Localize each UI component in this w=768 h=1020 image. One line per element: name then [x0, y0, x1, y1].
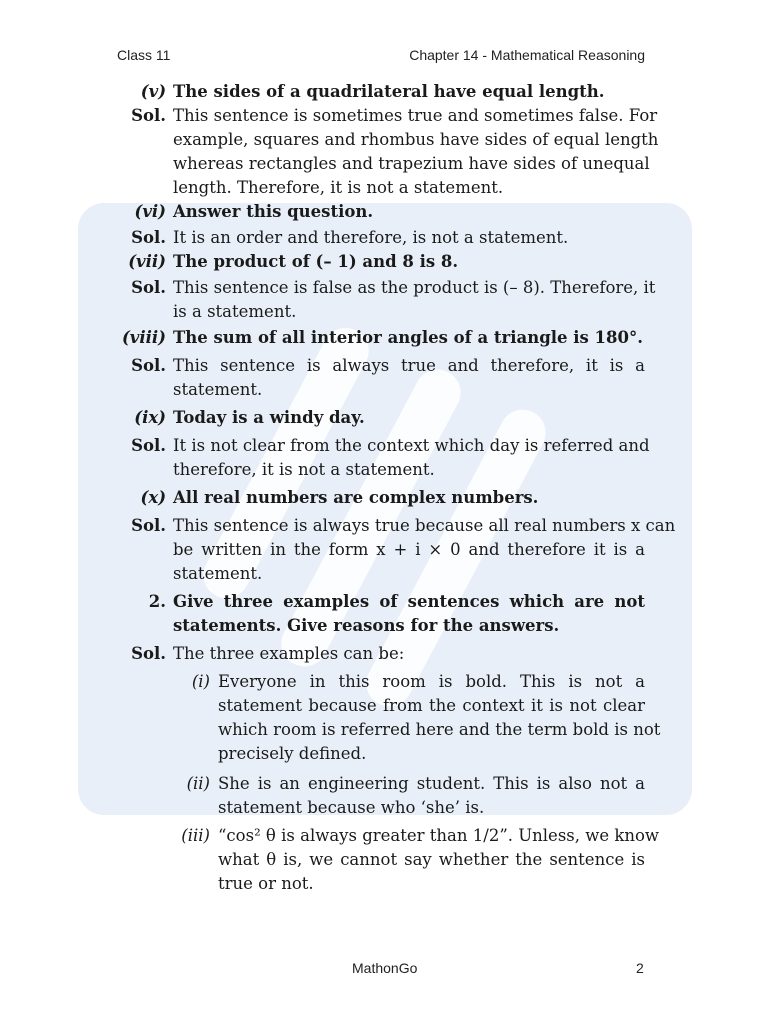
item-label-ix: (ix)	[134, 408, 166, 427]
sol-ix-line: It is not clear from the context which day is referred and	[173, 436, 650, 455]
q2-number: 2.	[148, 592, 166, 611]
footer-brand: MathonGo	[352, 960, 418, 976]
sol-x-line: This sentence is always true because all real numbers x can	[173, 516, 676, 535]
example-ii-line: statement because who ‘she’ is.	[218, 798, 485, 817]
item-label-v: (v)	[140, 82, 166, 101]
example-i-line: statement because from the context it is not clear	[218, 696, 645, 715]
example-label-ii: (ii)	[186, 774, 210, 793]
question-ix: Today is a windy day.	[173, 408, 365, 427]
sol-label: Sol.	[131, 516, 166, 535]
sol-v-line: example, squares and rhombus have sides of equal length	[173, 130, 659, 149]
item-label-vi: (vi)	[134, 202, 166, 221]
item-label-vii: (vii)	[128, 252, 166, 271]
question-vi: Answer this question.	[173, 202, 374, 221]
sol-label: Sol.	[131, 278, 166, 297]
header-class: Class 11	[117, 47, 171, 63]
sol-x-line: statement.	[173, 564, 263, 583]
question-vii: The product of (– 1) and 8 is 8.	[173, 252, 459, 271]
sol-vii-line: is a statement.	[173, 302, 297, 321]
question-x: All real numbers are complex numbers.	[173, 488, 539, 507]
q2-intro: The three examples can be:	[173, 644, 405, 663]
example-i-line: Everyone in this room is bold. This is not a	[218, 672, 645, 691]
q2-question-line: Give three examples of sentences which are not	[173, 592, 645, 611]
example-i-line: which room is referred here and the term bold is not	[218, 720, 661, 739]
sol-label: Sol.	[131, 356, 166, 375]
question-v: The sides of a quadrilateral have equal length.	[173, 82, 605, 101]
example-i-line: precisely defined.	[218, 744, 367, 763]
sol-label: Sol.	[131, 106, 166, 125]
sol-viii-line: statement.	[173, 380, 263, 399]
sol-label: Sol.	[131, 644, 166, 663]
example-iii-line: “cos² θ is always greater than 1/2”. Unless, we know	[218, 826, 660, 845]
sol-v-line: This sentence is sometimes true and sometimes false. For	[173, 106, 658, 125]
header-chapter: Chapter 14 - Mathematical Reasoning	[409, 47, 645, 63]
example-ii-line: She is an engineering student. This is also not a	[218, 774, 645, 793]
example-label-iii: (iii)	[181, 826, 210, 845]
item-label-x: (x)	[140, 488, 166, 507]
sol-vi-line: It is an order and therefore, is not a statement.	[173, 228, 569, 247]
sol-x-line: be written in the form x + i × 0 and therefore it is a	[173, 540, 645, 559]
sol-vii-line: This sentence is false as the product is (– 8). Therefore, it	[173, 278, 656, 297]
q2-question-line: statements. Give reasons for the answers.	[173, 616, 560, 635]
example-label-i: (i)	[191, 672, 210, 691]
example-iii-line: true or not.	[218, 874, 314, 893]
sol-ix-line: therefore, it is not a statement.	[173, 460, 435, 479]
sol-v-line: whereas rectangles and trapezium have sides of unequal	[173, 154, 650, 173]
sol-label: Sol.	[131, 436, 166, 455]
page-number: 2	[636, 960, 644, 976]
sol-label: Sol.	[131, 228, 166, 247]
question-viii: The sum of all interior angles of a triangle is 180°.	[173, 328, 643, 347]
example-iii-line: what θ is, we cannot say whether the sentence is	[218, 850, 645, 869]
sol-v-line: length. Therefore, it is not a statement.	[173, 178, 504, 197]
item-label-viii: (viii)	[121, 328, 166, 347]
sol-viii-line: This sentence is always true and therefore, it is a	[173, 356, 645, 375]
